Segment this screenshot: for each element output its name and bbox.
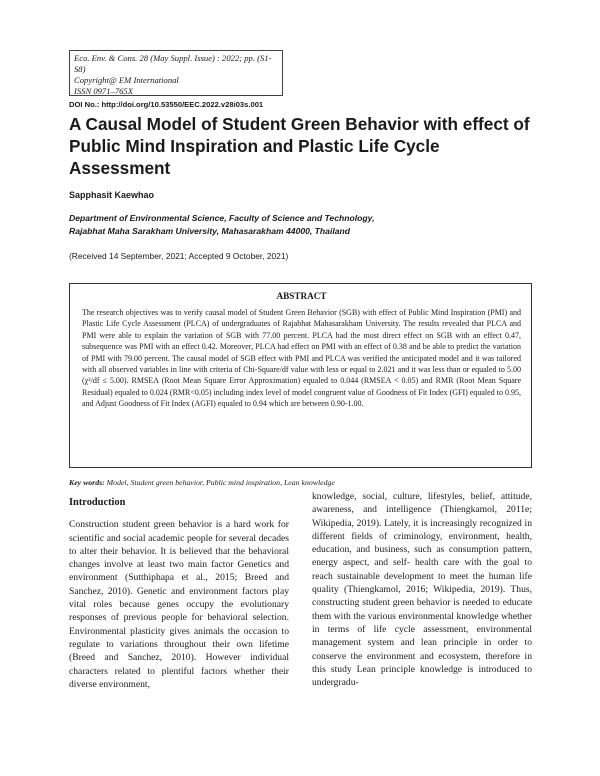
paper-title: A Causal Model of Student Green Behavior with effect of Public Mind Inspiration and Plastic Life Cycle Assessment xyxy=(69,114,530,178)
keywords-text: Model, Student green behavior, Public mind inspiration, Lean knowledge xyxy=(104,478,335,487)
keywords-label: Key words: xyxy=(69,478,105,487)
right-column xyxy=(312,490,532,689)
doi-link[interactable]: DOI No.: http://doi.org/10.53550/EEC.2022.v28i03s.001 xyxy=(69,100,264,109)
journal-citation: Eco. Env. & Cons. 28 (May Suppl. Issue) : 2022; pp. (S1-S8) xyxy=(74,53,272,74)
keywords xyxy=(69,478,532,487)
journal-info-box xyxy=(69,50,283,96)
intro-paragraph-left: Construction student green behavior is a hard work for scientific and social academic people for several decades to alter their behavior. It is believed that the behavioral changes involve at least two main factor Genetics and environment (Sutthiphapa et al., 2015; Breed and Sanchez, 2010). Genetic and environment factors play vital roles because genes occupy the evolutionary responses of previous people for behavioral selection. Environmental plasticity gives animals the occasion to regulate to variations throughout their own lifetime (Breed and Sanchez, 2010). However individual characters related to plentiful factors whether their diverse environment, xyxy=(69,519,289,690)
affiliation-line-2: Rajabhat Maha Sarakham University, Mahasarakham 44000, Thailand xyxy=(69,226,351,236)
abstract-box xyxy=(69,283,532,468)
intro-paragraph-right: knowledge, social, culture, lifestyles, belief, attitude, awareness, and intelligence (Thiengkamol, 2011e; Wikipedia, 2019). Lately, it is increasingly recognized in different fields of criminology, environment, health, education, and business, such as consumption pattern, energy aspect, and self- health care with the goal to reach sustainable development to meet the human life quality (Thiengkamol, 2016; Wikipedia, 2019). Thus, constructing student green behavior is needed to educate them with the various environmental knowledge whether in terms of life cycle assessment, environmental management system and lean principle in order to conserve the environment and ecosystem, therefore in this study Lean principle knowledge is introduced to undergradu- xyxy=(312,491,532,689)
affiliation-line-1: Department of Environmental Science, Faculty of Science and Technology, xyxy=(69,213,375,223)
author-name: Sapphasit Kaewhao xyxy=(69,190,155,200)
abstract-text: The research objectives was to verify causal model of Student Green Behavior (SGB) with effect of Public Mind Inspiration (PMI) and Plastic Life Cycle Assessment (PLCA) of undergraduates of Rajabhat Mahasarakham University. The results revealed that PLCA and PMI were able to explain the variation of SGB with 77.00 percent. PLCA had the most direct effect on SGB with an effect 0.47, subsequence was PMI with an effect 0.42. Moreover, PLCA had effect on PMI with an effect of 0.38 and be able to predict the variation of PMI with 79.00 percent. The causal model of SGB effect with PMI and PLCA was verified the anticipated model and it was tailored with all observed variables in line with criteria of Chi-Square/df value with less or equal to 2.021 and it was less than or equaled to 5.00 (χ²/df ≤ 5.00). RMSEA (Root Mean Square Error Approximation) equaled to 0.044 (RMSEA < 0.05) and RMR (Root Mean Square Residual) equaled to 0.024 (RMR<0.05) including index level of model congruent value of Goodness of Fit Index (GFI) equaled to 0.95, and Adjust Goodness of Fit Index (AGFI) equaled to 0.94 which are between 0.90-1.00. xyxy=(82,308,521,409)
left-column xyxy=(69,490,289,691)
journal-copyright: Copyright@ EM International xyxy=(74,75,179,85)
journal-issn: ISSN 0971–765X xyxy=(74,86,133,96)
affiliation xyxy=(69,212,539,238)
received-dates: (Received 14 September, 2021; Accepted 9 October, 2021) xyxy=(69,251,289,261)
abstract-heading: ABSTRACT xyxy=(276,291,327,301)
section-heading-introduction: Introduction xyxy=(69,497,126,508)
